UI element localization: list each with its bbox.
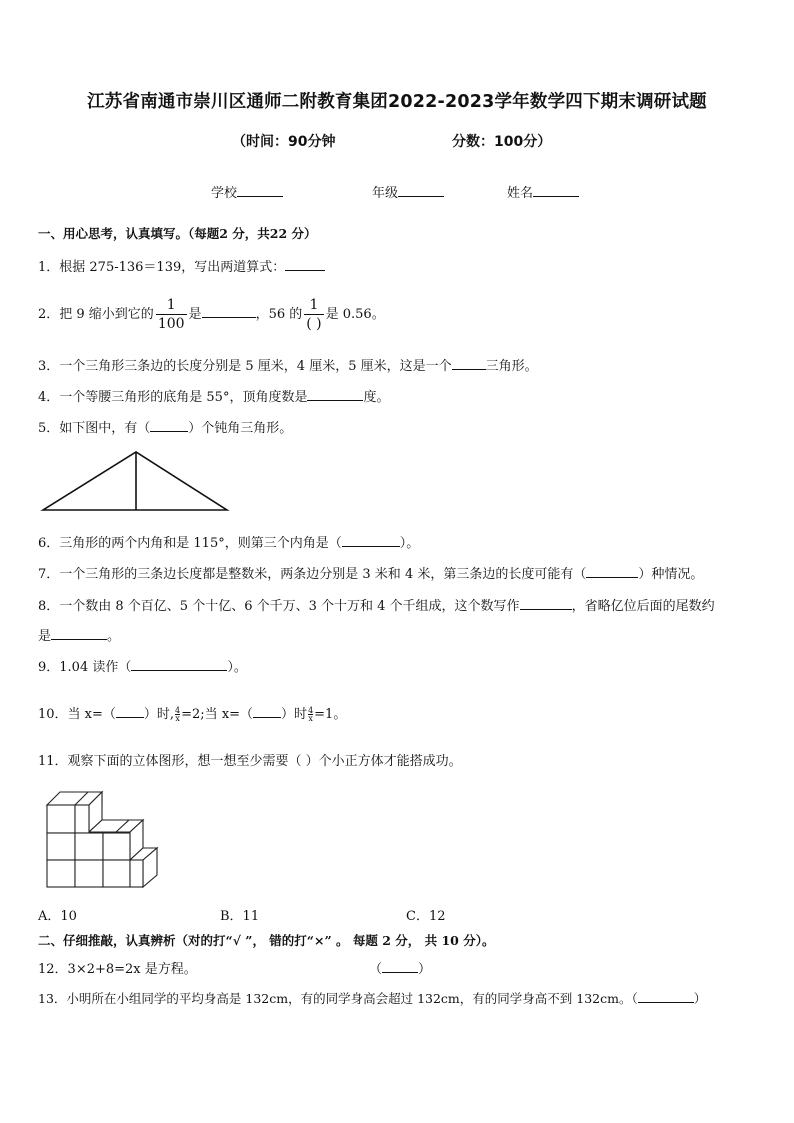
- question-10: [38, 703, 346, 722]
- school-label: 学校: [211, 186, 238, 201]
- q10-frac1-num: 4: [175, 706, 181, 715]
- question-8-line2: [38, 625, 120, 644]
- question-5: [38, 417, 292, 436]
- q8-line2-text: 是: [38, 629, 52, 644]
- q5-blank[interactable]: [150, 419, 188, 432]
- grade-field[interactable]: [372, 182, 444, 201]
- exam-score: 分数：100分）: [452, 134, 552, 150]
- q10-frac2-num: 4: [308, 706, 314, 715]
- question-11: 11．观察下面的立体图形，想一想至少需要（ ）个小正方体才能搭成功。: [38, 754, 462, 769]
- cube-front-face: [103, 860, 130, 887]
- q13-text: 13．小明所在小组同学的平均身高是 132cm，有的同学身高会超过 132cm，有的同学身高不到 132cm。（: [38, 991, 638, 1006]
- question-13: [38, 989, 706, 1007]
- q10-text-a: 10．当 x=（: [38, 707, 116, 722]
- q10-fraction-2: [308, 707, 313, 722]
- q10-text-d: ）时: [281, 707, 308, 722]
- q1-blank[interactable]: [285, 258, 325, 271]
- cube-front-face: [75, 805, 89, 833]
- question-3: [38, 355, 538, 374]
- cube-front-face: [47, 860, 75, 887]
- name-blank[interactable]: [533, 184, 579, 197]
- cube-front-face: [75, 833, 103, 860]
- q10-text-e: =1。: [314, 707, 347, 722]
- q10-frac1-den: x: [175, 714, 180, 723]
- q12-paren-close: ）: [418, 962, 432, 977]
- cube-front-face: [75, 860, 103, 887]
- cube-front-face: [47, 833, 75, 860]
- q4-blank[interactable]: [307, 388, 363, 401]
- section1-heading: 一、用心思考，认真填写。（每题2 分，共22 分）: [38, 226, 317, 241]
- q13-end: ）: [693, 991, 707, 1006]
- q6-end: ）。: [399, 536, 420, 551]
- q10-blank-1[interactable]: [116, 705, 144, 718]
- q9-text: 9．1.04 读作（: [38, 660, 132, 675]
- q2-frac2-num: 1: [304, 296, 323, 315]
- page-title: 江苏省南通市崇川区通师二附教育集团2022-2023学年数学四下期末调研试题: [87, 92, 707, 112]
- question-6: [38, 532, 419, 551]
- q2-end: 是 0.56。: [325, 307, 385, 322]
- q6-blank[interactable]: [342, 534, 400, 547]
- triangle-outline: [43, 452, 227, 510]
- q7-end: ）种情况。: [638, 567, 704, 582]
- q8-blank-2[interactable]: [51, 627, 107, 640]
- school-blank[interactable]: [237, 184, 283, 197]
- q2-fraction2: [304, 296, 323, 333]
- grade-label: 年级: [372, 186, 399, 201]
- q10-text-c: =2;当 x=（: [181, 707, 254, 722]
- name-label: 姓名: [507, 186, 534, 201]
- question-9: [38, 656, 247, 675]
- q9-blank[interactable]: [131, 658, 227, 671]
- q11-option-a[interactable]: A．10: [38, 909, 77, 924]
- school-field[interactable]: [211, 182, 283, 201]
- cube-front-face: [47, 805, 75, 833]
- q10-blank-2[interactable]: [253, 705, 281, 718]
- q8-line2-end: 。: [107, 629, 121, 644]
- q2-blank[interactable]: [202, 305, 256, 318]
- q2-mid: 是: [188, 307, 202, 322]
- cube-stack: [47, 792, 157, 887]
- q10-frac2-den: x: [308, 714, 313, 723]
- q2-fraction: [156, 296, 187, 333]
- question-2: [38, 296, 385, 333]
- q12-answer[interactable]: [369, 958, 431, 977]
- q13-blank[interactable]: [638, 990, 694, 1003]
- q1-text: 1．根据 275-136＝139，写出两道算式：: [38, 260, 286, 275]
- q11-option-c[interactable]: C．12: [406, 909, 446, 924]
- cube-stack-figure: [40, 780, 160, 888]
- q2-frac2-den[interactable]: ( ): [306, 316, 322, 332]
- q6-text: 6．三角形的两个内角和是 115°，则第三个内角是（: [38, 536, 342, 551]
- q3-text: 3．一个三角形三条边的长度分别是 5 厘米，4 厘米，5 厘米，这是一个: [38, 359, 452, 374]
- q7-text: 7．一个三角形的三条边长度都是整数米，两条边分别是 3 米和 4 米，第三条边的长度可能有（: [38, 567, 587, 582]
- q2-text: 2．把 9 缩小到它的: [38, 307, 154, 322]
- exam-time: （时间：90分钟: [232, 134, 336, 150]
- q8-blank-1[interactable]: [520, 597, 572, 610]
- cube-front-face: [130, 860, 143, 887]
- q12-paren-open: （: [369, 962, 383, 977]
- q2-frac-den: 100: [157, 316, 185, 332]
- q7-blank[interactable]: [586, 565, 638, 578]
- question-4: [38, 386, 389, 405]
- q12-blank[interactable]: [382, 960, 418, 973]
- question-1: [38, 256, 325, 275]
- q3-end: 三角形。: [485, 359, 538, 374]
- grade-blank[interactable]: [398, 184, 444, 197]
- q3-blank[interactable]: [452, 357, 486, 370]
- q5-end: ）个钝角三角形。: [188, 421, 293, 436]
- q4-text: 4．一个等腰三角形的底角是 55°，顶角度数是: [38, 390, 308, 405]
- section2-heading: 二、仔细推敲，认真辨析（对的打“√ ”， 错的打“×” 。 每题 2 分， 共 10 分）。: [38, 933, 495, 948]
- cube-front-face: [103, 833, 130, 860]
- question-8-line1: [38, 595, 715, 614]
- q2-frac-num: 1: [156, 296, 187, 315]
- q5-text: 5．如下图中，有（: [38, 421, 151, 436]
- q10-fraction-1: [175, 707, 180, 722]
- q10-text-b: ）时,: [143, 707, 175, 722]
- triangle-figure: [40, 448, 230, 514]
- q8-text-end: ，省略亿位后面的尾数约: [571, 599, 715, 614]
- q8-text: 8．一个数由 8 个百亿、5 个十亿、6 个千万、3 个十万和 4 个千组成，这个数写作: [38, 599, 520, 614]
- name-field[interactable]: [507, 182, 579, 201]
- question-7: [38, 563, 703, 582]
- question-12: 12．3×2+8=2x 是方程。: [38, 962, 197, 977]
- q11-option-b[interactable]: B．11: [220, 909, 260, 924]
- q2-mid2: ，56 的: [255, 307, 303, 322]
- q9-end: ）。: [227, 660, 247, 675]
- q4-end: 度。: [363, 390, 390, 405]
